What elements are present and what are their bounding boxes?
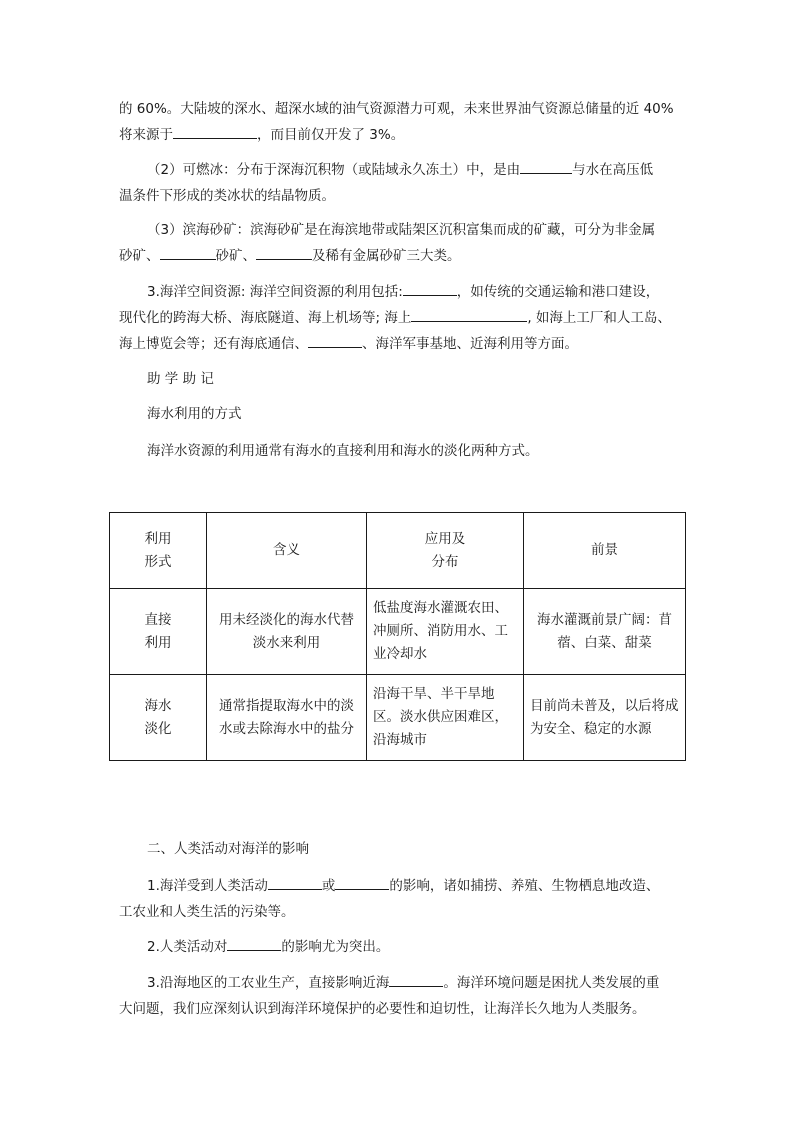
paragraph-placer-deposits <box>119 217 679 269</box>
fill-blank[interactable] <box>160 245 216 260</box>
cell-text: 海水 淡化 <box>144 697 172 737</box>
text-segment: 或 <box>321 878 336 894</box>
study-aid-subtitle: 海水利用的方式 <box>147 406 242 422</box>
seawater-use-table <box>109 512 686 761</box>
header-cell <box>110 513 207 589</box>
paragraph-q3 <box>119 970 679 1022</box>
fill-blank[interactable] <box>256 245 312 260</box>
text-line: 大问题，我们应深刻认识到海洋环境保护的必要性和迫切性，让海洋长久地为人类服务。 <box>119 1001 646 1017</box>
section-heading: 二、人类活动对海洋的影响 <box>147 841 309 857</box>
text-segment: 。海洋环境问题是困扰人类发展的重 <box>443 975 660 991</box>
text-line <box>119 279 679 305</box>
text-line <box>119 305 679 331</box>
table-cell: 沿海干旱、半干旱地区。淡水供应困难区，沿海城市 <box>367 675 524 761</box>
text-segment: 的影响，诸如捕捞、养殖、生物栖息地改造、 <box>389 878 660 894</box>
text-segment: 3.海洋空间资源: 海洋空间资源的利用包括: <box>147 284 403 300</box>
table-cell: 海水灌溉前景广阔：苜蓿、白菜、甜菜 <box>524 589 686 675</box>
text-line <box>119 157 679 183</box>
fill-blank[interactable] <box>403 281 457 296</box>
table-cell: 通常指提取海水中的淡水或去除海水中的盐分 <box>207 675 367 761</box>
paragraph-oil-gas <box>119 96 679 148</box>
text-segment: ，如传统的交通运输和港口建设， <box>456 284 660 300</box>
cell-text: 直接 利用 <box>144 611 172 651</box>
fill-blank[interactable] <box>268 875 322 890</box>
fill-blank[interactable] <box>227 936 281 951</box>
text-segment: 将来源于 <box>119 127 173 143</box>
text-line: （3）滨海砂矿：滨海砂矿是在海滨地带或陆架区沉积富集而成的矿藏，可分为非金属 <box>147 222 656 238</box>
paragraph-q1 <box>119 873 679 925</box>
header-cell <box>367 513 524 589</box>
fill-blank[interactable] <box>389 972 443 987</box>
table-cell: 目前尚未普及，以后将成为安全、稳定的水源 <box>524 675 686 761</box>
text-line <box>119 873 679 899</box>
text-segment: （2）可燃冰：分布于深海沉积物（或陆域永久冻土）中，是由 <box>147 162 521 178</box>
paragraph-combustible-ice <box>119 157 679 209</box>
header-cell: 前景 <box>524 513 686 589</box>
text-segment: 砂矿、 <box>215 248 256 264</box>
text-segment: , 如海上工厂和人工岛、 <box>527 310 671 326</box>
text-segment: ，而目前仅开发了 3%。 <box>257 127 405 143</box>
header-text: 利用 形式 <box>144 530 172 570</box>
table-cell <box>110 589 207 675</box>
text-line <box>119 970 679 996</box>
text-segment: 、海洋军事基地、近海利用等方面。 <box>362 336 578 352</box>
paragraph-q2 <box>119 934 679 960</box>
text-segment: 与水在高压低 <box>572 162 654 178</box>
text-segment: 的影响尤为突出。 <box>281 939 390 955</box>
table-row <box>110 675 686 761</box>
text-segment: 3.沿海地区的工农业生产，直接影响近海 <box>147 975 390 991</box>
fill-blank[interactable] <box>308 333 362 348</box>
text-segment: 海上博览会等；还有海底通信、 <box>119 336 308 352</box>
fill-blank[interactable] <box>411 307 527 322</box>
table-cell: 低盐度海水灌溉农田、冲厕所、消防用水、工业冷却水 <box>367 589 524 675</box>
header-cell: 含义 <box>207 513 367 589</box>
table-header-row <box>110 513 686 589</box>
text-segment: 1.海洋受到人类活动 <box>147 878 268 894</box>
text-line <box>119 122 679 148</box>
fill-blank[interactable] <box>335 875 389 890</box>
study-aid-title: 助 学 助 记 <box>147 371 214 387</box>
text-segment: 2.人类活动对 <box>147 939 228 955</box>
text-line <box>119 243 679 269</box>
text-line: 工农业和人类生活的污染等。 <box>119 904 295 920</box>
text-line <box>119 934 679 960</box>
header-text: 应用及 分布 <box>424 530 466 570</box>
table-cell: 用未经淡化的海水代替淡水来利用 <box>207 589 367 675</box>
text-line <box>119 331 679 357</box>
study-aid-intro: 海洋水资源的利用通常有海水的直接利用和海水的淡化两种方式。 <box>147 443 539 459</box>
table-row <box>110 589 686 675</box>
fill-blank[interactable] <box>520 159 572 174</box>
text-segment: 砂矿、 <box>119 248 160 264</box>
table-cell <box>110 675 207 761</box>
text-line: 温条件下形成的类冰状的结晶物质。 <box>119 188 335 204</box>
fill-blank[interactable] <box>173 124 257 139</box>
text-segment: 及稀有金属砂矿三大类。 <box>312 248 461 264</box>
text-segment: 现代化的跨海大桥、海底隧道、海上机场等; 海上 <box>119 310 412 326</box>
text-line: 的 60%。大陆坡的深水、超深水域的油气资源潜力可观，未来世界油气资源总储量的近 40% <box>119 101 674 117</box>
paragraph-ocean-space <box>119 279 679 357</box>
